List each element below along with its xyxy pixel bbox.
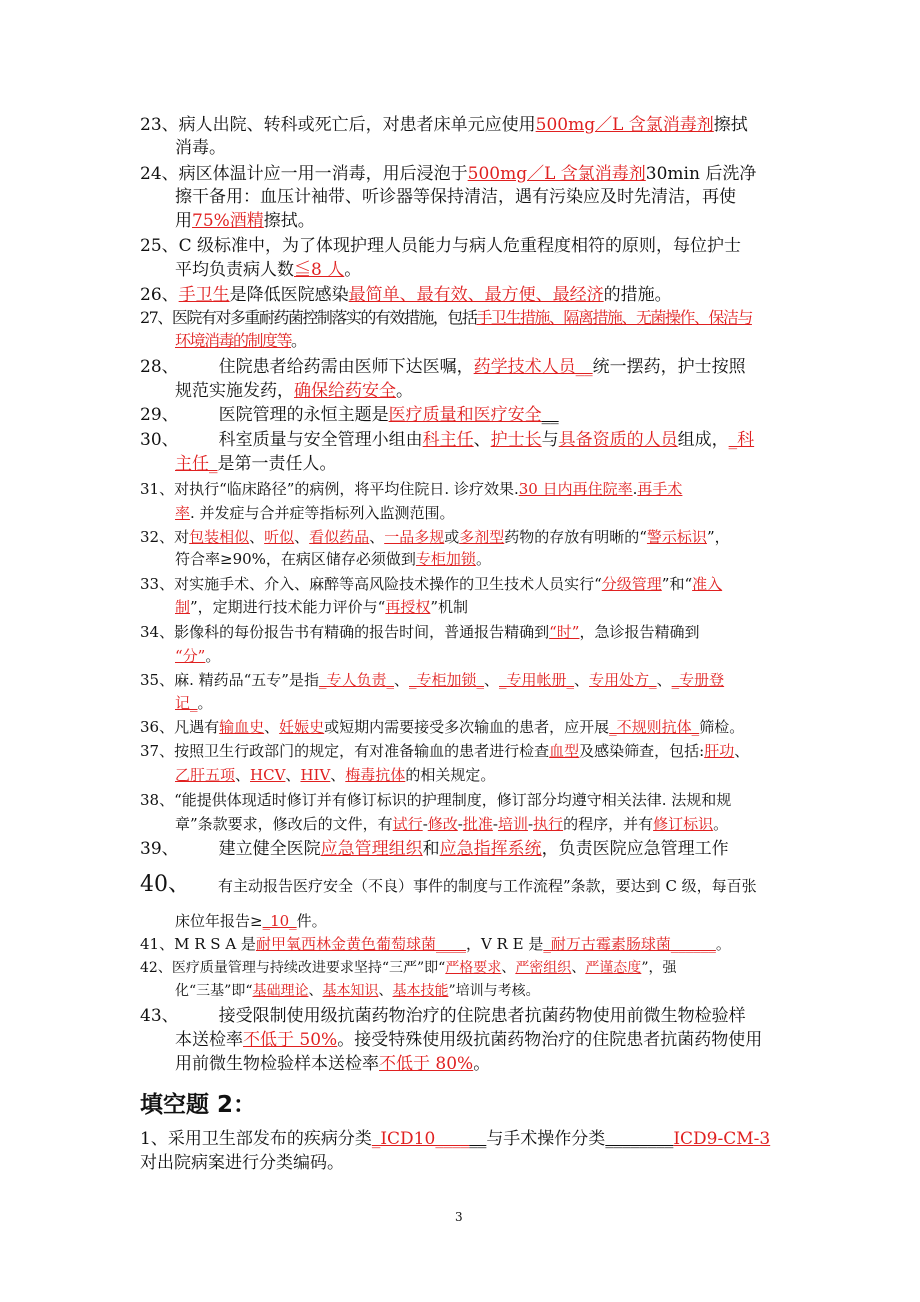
q-text: 。 [197, 694, 213, 712]
answer: 批准 [462, 815, 493, 833]
q-text: 、 [501, 960, 516, 976]
q-text: 科室质量与安全管理小组由 [218, 430, 423, 450]
q-text: 按照卫生行政部门的规定，有对准备输血的患者进行检查 [174, 742, 550, 760]
s2-q1-line2: 对出院病案进行分类编码。 [140, 1153, 344, 1173]
answer: 严密组织 [515, 960, 572, 976]
q29-line1 [140, 404, 559, 426]
q-text: 影像科的每份报告书有精确的报告时间，普通报告精确到 [174, 623, 550, 641]
q-num: 36、 [140, 718, 175, 736]
answer: _专人负责_ [318, 671, 394, 689]
q25-line1 [140, 235, 741, 257]
answer: 梅毒抗体 [345, 766, 406, 784]
q-num: 31、 [140, 480, 175, 498]
answer: 手卫生 [178, 285, 230, 305]
q-text: 统一摆药，护士按照 [592, 357, 746, 377]
q-text: 、 [264, 718, 280, 736]
q-text: “能提供体现适时修订并有修订标识的护理制度，修订部分均遵守相关法律. 法规和规 [174, 791, 732, 809]
q24-line1 [140, 163, 756, 185]
answer: 修订标识 [653, 815, 714, 833]
q-text: 建立健全医院 [218, 839, 321, 859]
q-text: 、 [473, 430, 491, 450]
answer: “时” [549, 623, 580, 641]
q-num: 24、 [140, 164, 179, 184]
q-text: 用前微生物检验样本送检率 [175, 1054, 379, 1074]
q27-line1 [140, 307, 752, 329]
answer: _专册登 [671, 671, 725, 689]
q-text: 病区体温计应一用一消毒，用后浸泡于 [178, 164, 468, 184]
q-text: 是第一责任人。 [217, 454, 337, 474]
answer: 医疗质量和医疗安全 [388, 405, 542, 425]
answer: 护士长 [490, 430, 542, 450]
answer: 警示标识 [646, 528, 707, 546]
answer: 包装相似 [189, 528, 250, 546]
q-text: 与手术操作分类 [486, 1129, 606, 1149]
q-text: 病人出院、转科或死亡后，对患者床单元应使用 [178, 115, 536, 135]
q30-line1 [140, 429, 754, 451]
q-text: ”培训与考核。 [448, 983, 540, 999]
answer: 记_ [175, 694, 198, 712]
q43-line3 [175, 1053, 490, 1075]
answer: 环境消毒的制度等 [175, 331, 292, 350]
q32-line1 [140, 526, 730, 548]
q-text: 平均负责病人数 [175, 260, 294, 280]
q33-line1 [140, 573, 722, 595]
q-text: 化“三基”即“ [175, 983, 253, 999]
answer: 不低于 50% [243, 1030, 338, 1050]
q33-line2 [175, 596, 468, 618]
answer: “分” [175, 647, 206, 665]
answer: _专柜加锁_ [409, 671, 485, 689]
q36-line1 [140, 716, 744, 738]
q37-line1 [140, 740, 749, 762]
q-text: 与 [541, 430, 559, 450]
q-text: - [422, 815, 428, 833]
answer: 执行 [533, 815, 564, 833]
q-text: 、 [330, 766, 346, 784]
answer: 乙肝五项 [175, 766, 236, 784]
q-num: 38、 [140, 791, 175, 809]
q34-line1 [140, 621, 699, 643]
q37-line2 [175, 764, 495, 786]
q-text: 床位年报告≥ [175, 912, 263, 930]
q-text: 对实施手术、介入、麻醉等高风险技术操作的卫生技术人员实行“ [174, 575, 602, 593]
q-text: . [632, 480, 638, 498]
q-text: 、 [285, 766, 301, 784]
q-text: 、 [571, 960, 586, 976]
q-text: 有主动报告医疗安全（不良）事件的制度与工作流程”条款，要达到 C 级，每百张 [218, 877, 757, 895]
q-text: 。 [715, 935, 731, 953]
q-num: 37、 [140, 742, 175, 760]
q-num: 27、 [140, 308, 172, 327]
q-text: 、 [378, 983, 393, 999]
q-num: 35、 [140, 671, 175, 689]
q-text: 擦拭。 [263, 211, 315, 231]
q-text: 。 [473, 1054, 491, 1074]
answer: 严谨态度 [585, 960, 642, 976]
q-text: 、 [249, 528, 265, 546]
answer: 基本技能 [392, 983, 449, 999]
answer: 试行 [392, 815, 423, 833]
q-num: 25、 [140, 236, 179, 256]
q-num: 41、 [140, 935, 175, 953]
q-text: ，急诊报告精确到 [579, 623, 700, 641]
answer: HCV [250, 766, 286, 784]
answer: 应急管理组织 [320, 839, 423, 859]
q-text: 麻. 精药品“五专”是指 [174, 671, 319, 689]
answer: 500mg／L 含氯消毒剂 [535, 115, 714, 135]
q35-line2 [175, 692, 213, 714]
q-text: 。 [713, 815, 729, 833]
answer: 分级管理 [601, 575, 662, 593]
q-text: 。接受特殊使用级抗菌药物治疗的住院患者抗菌药物使用 [337, 1030, 763, 1050]
answer: _科 [728, 430, 755, 450]
q24-line3 [175, 210, 315, 232]
q-text: - [527, 815, 534, 833]
answer: 科主任 [422, 430, 474, 450]
q-text: 是降低医院感染 [229, 285, 349, 305]
q39-line1 [140, 838, 729, 860]
q-text: 或 [444, 528, 460, 546]
q-text: 和 [422, 839, 440, 859]
q-text: 、 [393, 671, 409, 689]
q-num: 42、 [140, 960, 172, 976]
answer: _不规则抗体_ [609, 718, 700, 736]
answer: ICD9-CM-3 [673, 1129, 771, 1149]
answer: 培训 [497, 815, 528, 833]
q43-line2 [175, 1029, 762, 1051]
answer: _耐万古霉素肠球菌______ [543, 935, 716, 953]
q28-line1 [140, 356, 746, 378]
q-text: 组成， [677, 430, 729, 450]
answer: 肝功 [704, 742, 735, 760]
q-num: 23、 [140, 115, 179, 135]
q-text: 30min 后洗净 [645, 164, 757, 184]
q-text: 件。 [296, 912, 327, 930]
q-text: 、 [235, 766, 251, 784]
q-num: 32、 [140, 528, 175, 546]
q-text: ”机制 [430, 598, 469, 616]
q-text: 医院管理的永恒主题是 [218, 405, 389, 425]
q-text: 住院患者给药需由医师下达医嘱， [218, 357, 474, 377]
q24-line2: 擦干备用：血压计袖带、听诊器等保持清洁，遇有污染应及时先清洁，再使 [175, 187, 736, 207]
q-text: 、 [369, 528, 385, 546]
q-text: 规范实施发药， [175, 381, 294, 401]
q-text: ”，定期进行技术能力评价与“ [190, 598, 386, 616]
answer: _10_ [262, 912, 297, 930]
answer: 再手术 [637, 480, 683, 498]
q23-line2: 消毒。 [175, 138, 226, 158]
q-text: 符合率≥90%，在病区储存必须做到 [175, 550, 416, 568]
answer: _专用帐册_ [499, 671, 575, 689]
answer: 500mg／L 含氯消毒剂 [467, 164, 646, 184]
q-text: 或短期内需要接受多次输血的患者，应开展 [324, 718, 610, 736]
answer: 专柜加锁 [415, 550, 476, 568]
answer: 30 日内再住院率 [518, 480, 633, 498]
q-text: C 级标准中，为了体现护理人员能力与病人危重程度相符的原则，每位护士 [178, 236, 742, 256]
answer: 多剂型 [459, 528, 505, 546]
q-text: 用 [175, 211, 192, 231]
answer: HIV [300, 766, 331, 784]
answer: 专用处方_ [589, 671, 657, 689]
q-text: 擦拭 [713, 115, 748, 135]
q-text: M R S A 是 [174, 935, 256, 953]
answer: 最简单、最有效、最方便、最经济 [348, 285, 604, 305]
q40-line1 [140, 874, 757, 897]
q41-line1 [140, 933, 731, 955]
q-text: 章”条款要求，修改后的文件，有 [175, 815, 393, 833]
q-text: 接受限制使用级抗菌药物治疗的住院患者抗菌药物使用前微生物检验样 [218, 1006, 746, 1026]
q-text: 、 [656, 671, 672, 689]
answer: 不低于 80% [379, 1054, 474, 1074]
q-text: 医院有对多重耐药菌控制落实的有效措施，包括 [171, 308, 477, 327]
s2-q1-line1 [140, 1128, 770, 1150]
q34-line2 [175, 645, 220, 667]
answer: 药学技术人员__ [473, 357, 593, 377]
q31-line2 [175, 502, 455, 524]
q-text: 的程序，并有 [563, 815, 654, 833]
answer: 输血史 [219, 718, 265, 736]
blank: __ [541, 405, 559, 425]
q-text: - [492, 815, 498, 833]
q-text: 。 [475, 550, 491, 568]
q-text: 、 [734, 742, 750, 760]
q-text: 本送检率 [175, 1030, 243, 1050]
q-text: 、 [574, 671, 590, 689]
answer: _ICD10____ [371, 1129, 470, 1149]
q-text: ，负责医院应急管理工作 [541, 839, 729, 859]
q42-line2 [175, 980, 540, 1002]
q-text: 。 [291, 331, 306, 350]
q-text: ，V R E 是 [465, 935, 544, 953]
answer: ≦8 人 [294, 260, 345, 280]
blank: __ [469, 1129, 487, 1149]
q35-line1 [140, 669, 724, 691]
answer: 耐甲氧西林金黄色葡萄球菌____ [255, 935, 466, 953]
q42-line1 [140, 957, 676, 979]
q-text: 采用卫生部发布的疾病分类 [167, 1129, 372, 1149]
q40-line2 [175, 910, 327, 932]
answer: 修改 [427, 815, 458, 833]
answer: 制 [175, 598, 191, 616]
q-text: 及感染筛查，包括: [579, 742, 705, 760]
q-text: ”， [706, 528, 730, 546]
q-text: 药物的存放有明晰的“ [504, 528, 647, 546]
q-text: 筛检。 [699, 718, 745, 736]
q-text: 的相关规定。 [405, 766, 496, 784]
q-num: 29、 [140, 405, 179, 425]
q-text: ”和“ [661, 575, 693, 593]
answer: 严格要求 [445, 960, 502, 976]
q25-line2 [175, 259, 361, 281]
q43-line1 [140, 1005, 746, 1027]
q-text: 、 [294, 528, 310, 546]
answer: 妊娠史 [279, 718, 325, 736]
q27-line2 [175, 330, 306, 352]
answer: 血型 [549, 742, 580, 760]
answer: 听似 [264, 528, 295, 546]
answer: 准入 [692, 575, 723, 593]
q38-line2 [175, 813, 728, 835]
q-num: 40、 [140, 872, 190, 897]
q-num: 43、 [140, 1006, 179, 1026]
q-text: 、 [308, 983, 323, 999]
q26-line1 [140, 284, 672, 306]
page-number: 3 [455, 1210, 463, 1224]
q-num: 33、 [140, 575, 175, 593]
answer: 手卫生措施、隔离措施、无菌操作、保洁与 [476, 308, 752, 327]
q-num: 39、 [140, 839, 179, 859]
blank: ________ [605, 1129, 674, 1149]
q-num: 26、 [140, 285, 179, 305]
answer: 基本知识 [322, 983, 379, 999]
q-text: ”，强 [641, 960, 677, 976]
q30-line2 [175, 453, 337, 475]
q38-line1 [140, 789, 731, 811]
answer: 率 [175, 504, 191, 522]
q-num: 34、 [140, 623, 175, 641]
answer: 确保给药安全 [294, 381, 396, 401]
q-text: 凡遇有 [174, 718, 220, 736]
q-text: - [457, 815, 463, 833]
q-num: 28、 [140, 357, 179, 377]
q-text: . 并发症与合并症等指标列入监测范围。 [190, 504, 455, 522]
answer: 看似药品 [309, 528, 370, 546]
answer: 应急指挥系统 [439, 839, 542, 859]
q-text: 对 [174, 528, 190, 546]
q-num: 1、 [140, 1129, 168, 1149]
answer: 一品多规 [384, 528, 445, 546]
answer: 75%酒精 [192, 211, 264, 231]
q-text: 。 [205, 647, 221, 665]
section-heading: 填空题 2： [140, 1092, 257, 1118]
q-text: 医疗质量管理与持续改进要求坚持“三严”即“ [171, 960, 446, 976]
q23-line1 [140, 114, 748, 136]
q32-line2 [175, 548, 491, 570]
q31-line1 [140, 478, 682, 500]
answer: 主任_ [175, 454, 218, 474]
q-text: 。 [344, 260, 362, 280]
q28-line2 [175, 380, 413, 402]
answer: 具备资质的人员 [558, 430, 678, 450]
q-text: 的措施。 [603, 285, 672, 305]
q-text: 、 [484, 671, 500, 689]
answer: 再授权 [385, 598, 431, 616]
q-text: 对执行“临床路径”的病例，将平均住院日. 诊疗效果. [174, 480, 519, 498]
q-num: 30、 [140, 430, 179, 450]
answer: 基础理论 [252, 983, 309, 999]
q-text: 。 [396, 381, 413, 401]
